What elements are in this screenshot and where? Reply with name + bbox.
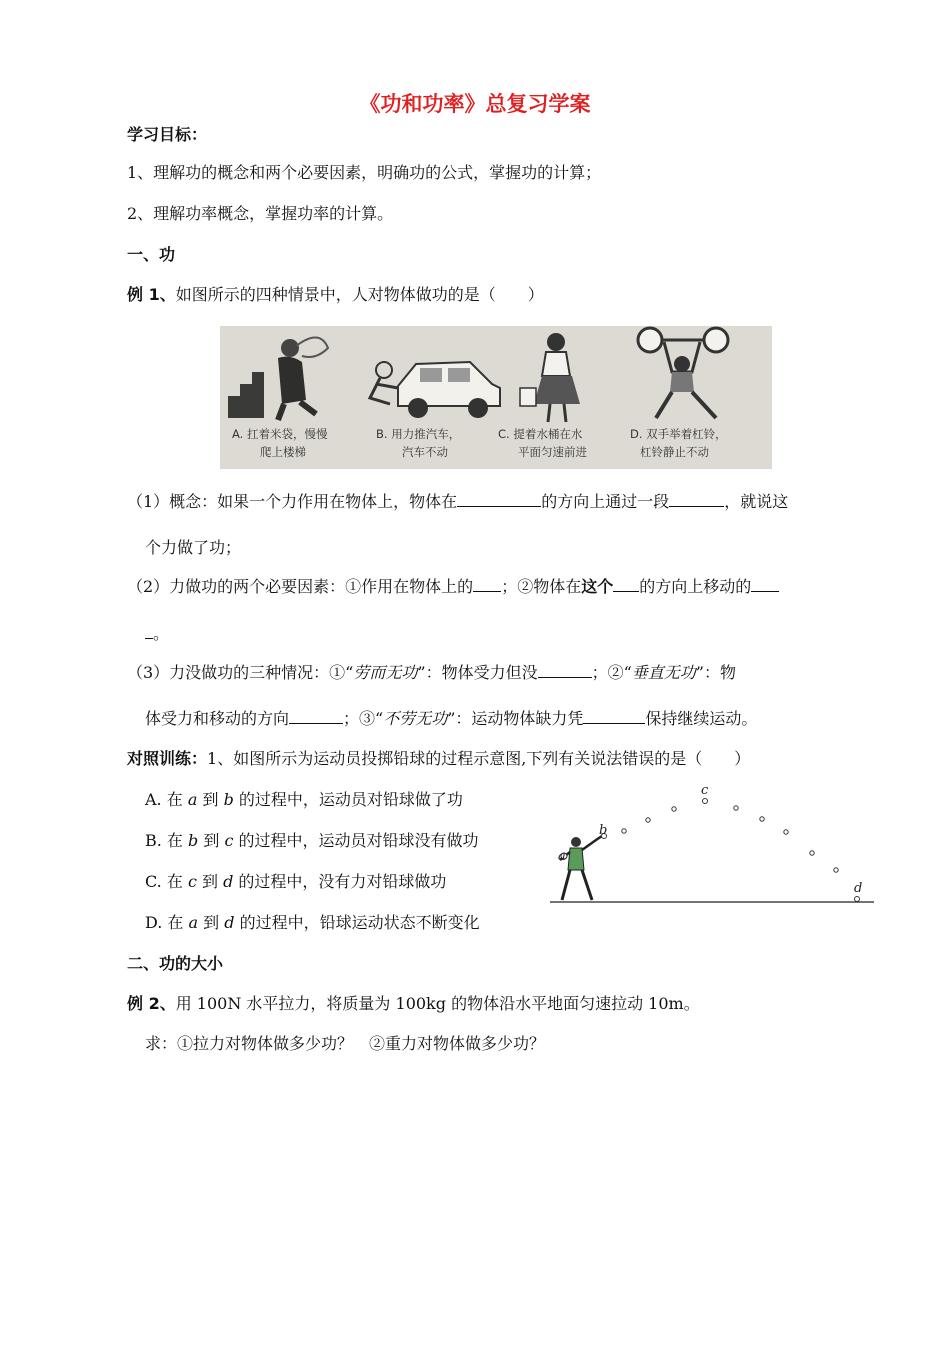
goals-heading: 学习目标： [127,125,208,144]
label-d: d [854,881,863,896]
option-b: B. 在 b 到 c 的过程中，运动员对铅球没有做功 [145,831,479,850]
blank-5-cont [145,622,153,639]
goal-item-1: 1、理解功的概念和两个必要因素，明确功的公式，掌握功的计算； [127,163,602,182]
option-a: A. 在 a 到 b 的过程中，运动员对铅球做了功 [145,790,463,809]
document-title: 《功和功率》总复习学案 [359,92,591,116]
caption-d-line1: D. 双手举着杠铃， [630,427,727,441]
example1 [127,282,544,305]
scene-c-illustration [520,333,580,422]
goal-item-2: 2、理解功率概念，掌握功率的计算。 [127,204,394,223]
blank-7 [289,707,343,724]
blank-2 [669,490,724,507]
trajectory-dot [784,830,788,834]
caption-b-line1: B. 用力推汽车， [376,427,461,441]
scene-d-illustration [638,328,728,418]
trajectory-dot [810,851,814,855]
label-a: a [558,849,566,864]
concept-p1: （1）概念：如果一个力作用在物体上，物体在 的方向上通过一段 ，就说这 [127,492,789,511]
ball-point-d [855,897,860,902]
caption-a-line2: 爬上楼梯 [260,445,306,459]
caption-c-line2: 平面匀速前进 [518,445,587,459]
caption-d-line2: 杠铃静止不动 [640,445,709,459]
ball-point-c [703,799,708,804]
concept-p3: （3）力没做功的三种情况：①“劳而无功”：物体受力但没 ；②“垂直无功”：物 [127,663,736,682]
concept-p2: （2）力做功的两个必要因素：①作用在物体上的 ；②物体在这个 的方向上移动的 [127,574,779,597]
trajectory-dots [602,799,863,902]
practice-question: 对照训练：1、如图所示为运动员投掷铅球的过程示意图,下列有关说法错误的是（ ） [127,749,751,768]
blank-1 [457,490,541,507]
example2-question: 求：①拉力对物体做多少功？ ②重力对物体做多少功？ [145,1034,546,1053]
option-d: D. 在 a 到 d 的过程中，铅球运动状态不断变化 [145,913,480,932]
example1-label: 例 1、 [127,285,176,304]
trajectory-dot [760,817,764,821]
trajectory-dot [672,807,676,811]
trajectory-dot [622,829,626,833]
option-c: C. 在 c 到 d 的过程中，没有力对铅球做功 [145,872,447,891]
blank-6 [538,661,592,678]
concept-p1-cont: 个力做了功； [145,538,242,557]
blank-3 [473,575,501,592]
example2: 例 2、用 100N 水平拉力，将质量为 100kg 的物体沿水平地面匀速拉动 10m。 [127,994,700,1013]
trajectory-dot [646,818,650,822]
blank-8 [583,707,645,724]
label-b: b [599,823,608,838]
scene-b-illustration [370,362,500,418]
example1-text: 如图所示的四种情景中，人对物体做功的是（ ） [175,285,544,304]
section2-heading: 二、功的大小 [127,954,224,973]
label-c: c [701,783,709,798]
trajectory-dot [734,806,738,810]
concept-p3-cont: 体受力和移动的方向 ；③“不劳无功”：运动物体缺力凭 保持继续运动。 [145,709,758,728]
shot-put-figure [548,780,878,910]
scene-a-illustration [228,337,328,420]
section1-heading: 一、功 [127,245,176,264]
caption-a-line1: A. 扛着米袋，慢慢 [232,427,328,441]
concept-p2-cont: 。 [145,621,169,644]
caption-b-line2: 汽车不动 [402,445,448,459]
four-scenes-figure [220,326,772,469]
caption-c-line1: C. 提着水桶在水 [498,427,583,441]
blank-5 [751,575,779,592]
trajectory-dot [834,868,838,872]
athlete-illustration [560,836,602,900]
blank-4 [613,575,639,592]
